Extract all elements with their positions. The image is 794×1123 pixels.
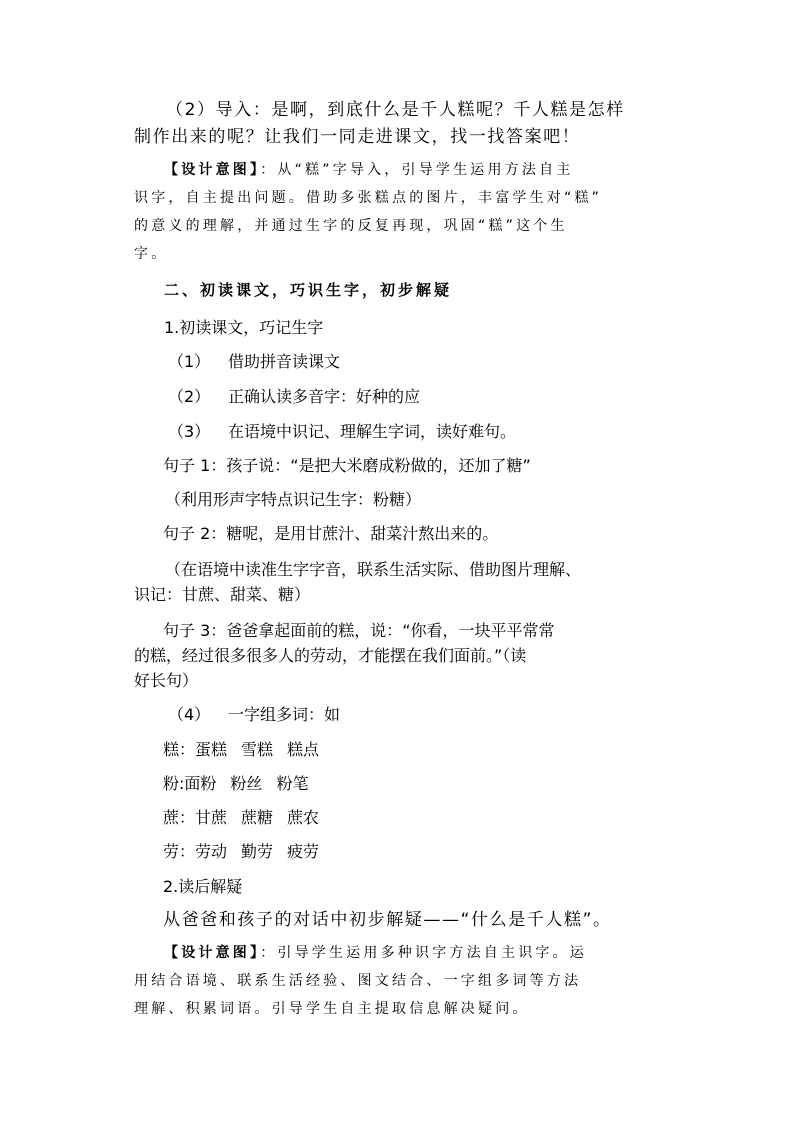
word-item: 雪糕 <box>241 740 274 759</box>
step-4 <box>168 705 340 725</box>
word-group-row <box>163 774 322 794</box>
section-heading-2: 二、初读课文，巧识生字，初步解疑 <box>164 281 453 299</box>
word-item: 甘蔗 <box>195 808 228 827</box>
step-number: （4） <box>168 705 211 724</box>
word-group-char: 粉: <box>163 774 185 793</box>
word-group-row <box>163 842 333 862</box>
design-intent-2-line-1 <box>164 943 587 963</box>
step-1 <box>168 352 340 372</box>
word-group-row <box>163 740 333 760</box>
word-item: 蔗糖 <box>241 808 274 827</box>
doubt-resolution: 从爸爸和孩子的对话中初步解疑——“什么是千人糕”。 <box>163 910 612 930</box>
step-text: 借助拼音读课文 <box>228 352 341 371</box>
sentence-2: 句子 2：糖呢，是用甘蔗汁、甜菜汁熬出来的。 <box>163 524 499 543</box>
step-3 <box>168 422 516 442</box>
design-intent-1-line-3: 的意义的理解，并通过生字的反复再现，巩固“糕”这个生 <box>134 218 568 234</box>
subsection-2-title: 2.读后解疑 <box>163 877 243 896</box>
word-item: 面粉 <box>184 774 217 793</box>
note-2-line-2: 识记：甘蔗、甜菜、糖） <box>134 585 311 604</box>
design-intent-2-line-3: 理解、积累词语。引导学生自主提取信息解决疑问。 <box>134 1001 530 1017</box>
step-text: 正确认读多音字：好种的应 <box>228 387 421 406</box>
intro-line-1: （2）导入：是啊，到底什么是千人糕呢？千人糕是怎样 <box>166 100 625 120</box>
sentence-3-line-1: 句子 3：爸爸拿起面前的糕，说：“你看，一块平平常常 <box>163 621 555 640</box>
design-intent-text: ：引导学生运用多种识字方法自主识字。运 <box>260 945 588 961</box>
design-intent-2-line-2: 用结合语境、联系生活经验、图文结合、一字组多词等方法 <box>134 973 582 989</box>
design-intent-1-line-2: 识字，自主提出问题。借助多张糕点的图片，丰富学生对“糕” <box>134 190 603 206</box>
step-2 <box>168 387 420 407</box>
design-intent-label: 【设计意图】 <box>164 162 261 178</box>
sentence-3-line-3: 好长句） <box>134 671 199 690</box>
sentence-1: 句子 1：孩子说：“是把大米磨成粉做的，还加了糖” <box>163 456 531 475</box>
word-group-char: 蔗： <box>163 808 196 827</box>
step-number: （1） <box>168 352 211 371</box>
design-intent-label: 【设计意图】 <box>164 945 261 961</box>
note-1: （利用形声字特点识记生字：粉糖） <box>165 490 422 509</box>
step-number: （3） <box>168 422 211 441</box>
word-item: 劳动 <box>195 842 228 861</box>
subsection-1-title: 1.初读课文，巧记生字 <box>164 318 324 337</box>
word-item: 疲劳 <box>287 842 320 861</box>
word-group-char: 糕： <box>163 740 196 759</box>
word-group-char: 劳： <box>163 842 196 861</box>
word-item: 粉丝 <box>230 774 263 793</box>
note-2-line-1: （在语境中读准生字字音，联系生活实际、借助图片理解、 <box>165 560 582 579</box>
word-item: 糕点 <box>287 740 320 759</box>
sentence-3-line-2: 的糕，经过很多很多人的劳动，才能摆在我们面前。”（读 <box>134 646 527 665</box>
step-text: 在语境中识记、理解生字词，读好难句。 <box>228 422 517 441</box>
step-text: 一字组多词：如 <box>228 705 341 724</box>
design-intent-1-line-1 <box>164 160 574 180</box>
design-intent-text: ：从“糕”字导入，引导学生运用方法自主 <box>260 162 574 178</box>
intro-line-2: 制作出来的呢？让我们一同走进课文，找一找答案吧！ <box>134 127 581 147</box>
word-item: 蔗农 <box>287 808 320 827</box>
design-intent-1-line-4: 字。 <box>134 246 169 262</box>
word-item: 勤劳 <box>241 842 274 861</box>
word-item: 蛋糕 <box>195 740 228 759</box>
word-item: 粉笔 <box>276 774 309 793</box>
step-number: （2） <box>168 387 211 406</box>
word-group-row <box>163 808 333 828</box>
